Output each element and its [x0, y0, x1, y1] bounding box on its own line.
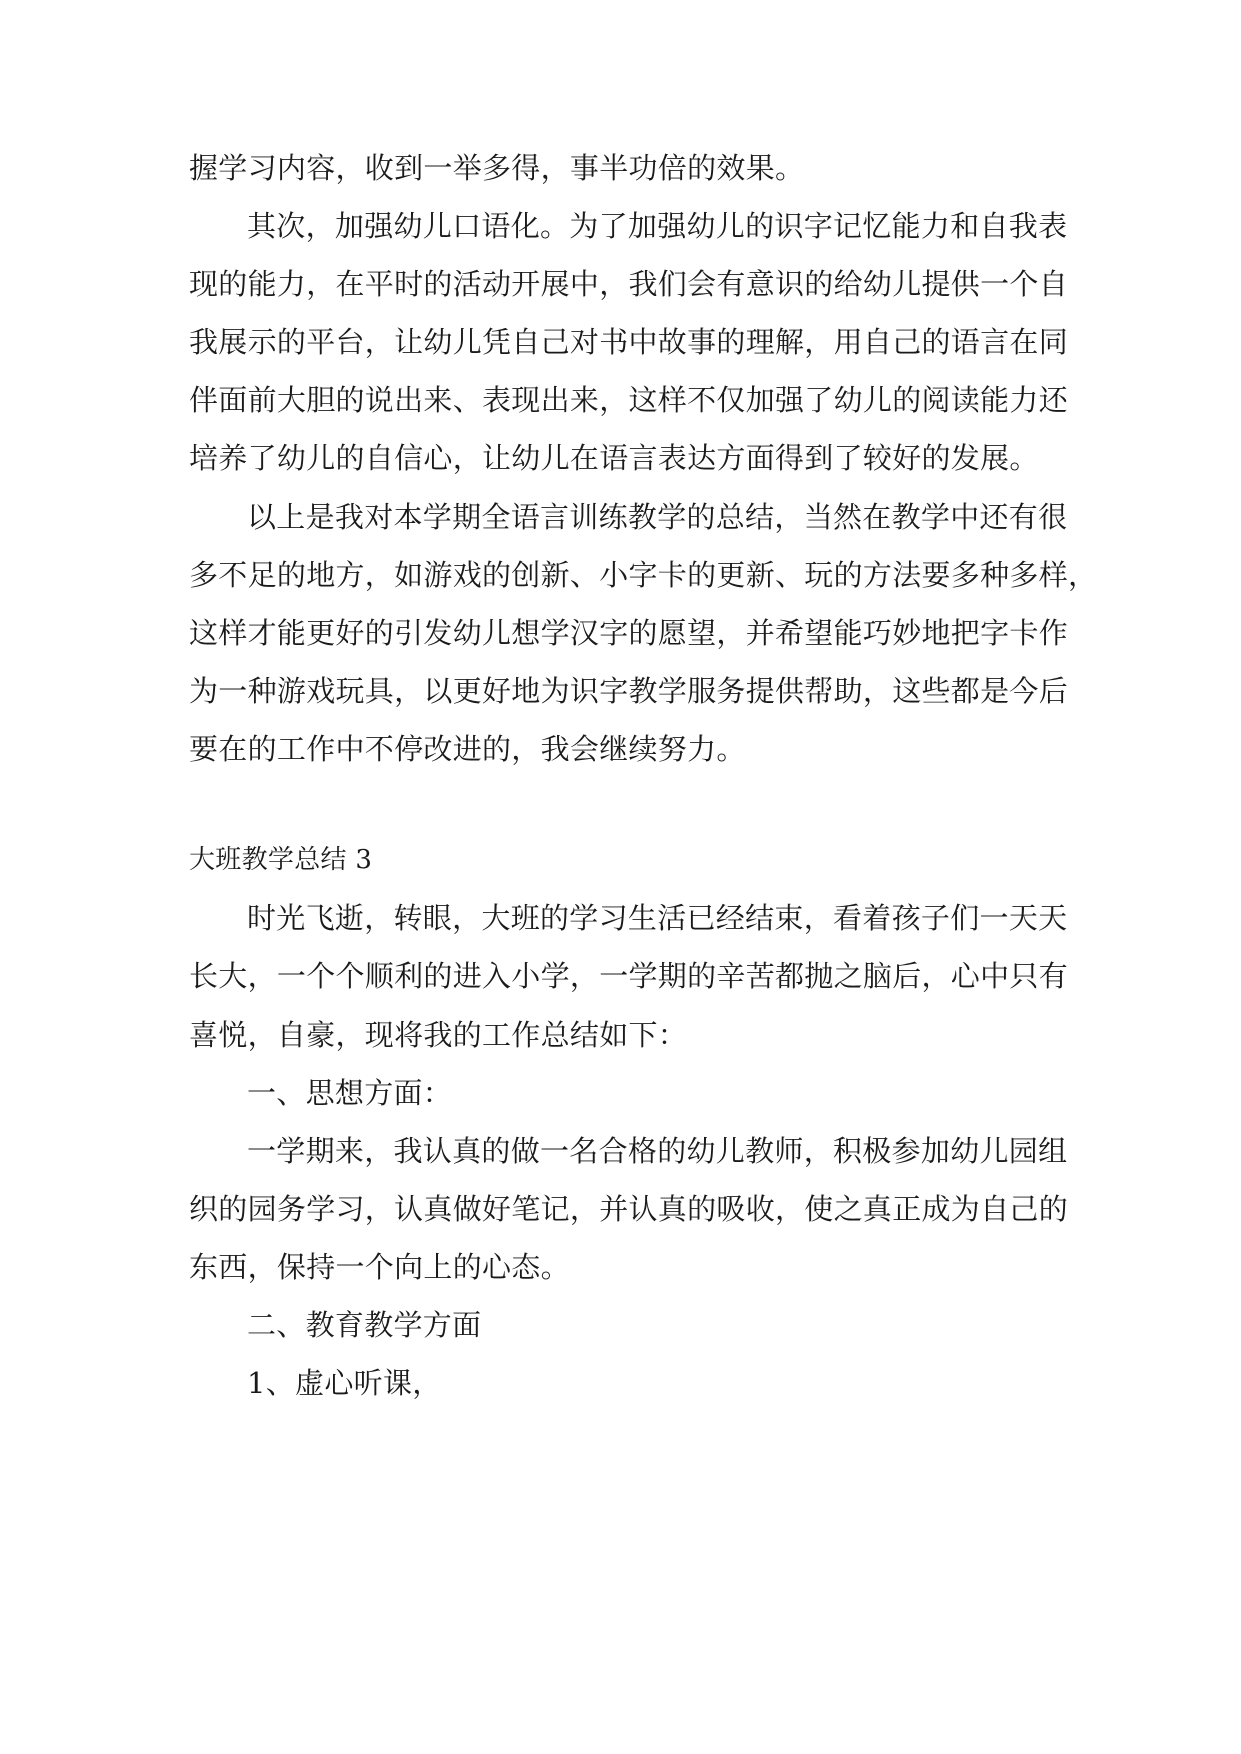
paragraph-line: 长大，一个个顺利的进入小学，一学期的辛苦都抛之脑后，心中只有 [189, 959, 1069, 993]
paragraph-line: 为一种游戏玩具，以更好地为识字教学服务提供帮助，这些都是今后 [189, 674, 1069, 708]
subsection-heading: 一、思想方面： [247, 1076, 453, 1110]
paragraph-line: 时光飞逝，转眼，大班的学习生活已经结束，看着孩子们一天天 [247, 901, 1068, 935]
paragraph-line: 我展示的平台，让幼儿凭自己对书中故事的理解，用自己的语言在同 [189, 325, 1069, 359]
paragraph-line: 伴面前大胆的说出来、表现出来，这样不仅加强了幼儿的阅读能力还 [189, 383, 1069, 417]
paragraph-line: 培养了幼儿的自信心，让幼儿在语言表达方面得到了较好的发展。 [189, 441, 1039, 475]
paragraph-line: 这样才能更好的引发幼儿想学汉字的愿望，并希望能巧妙地把字卡作 [189, 616, 1069, 650]
paragraph-line: 喜悦，自豪，现将我的工作总结如下： [189, 1018, 688, 1052]
paragraph-line: 织的园务学习，认真做好笔记，并认真的吸收，使之真正成为自己的 [189, 1192, 1069, 1226]
paragraph-line: 东西，保持一个向上的心态。 [189, 1250, 570, 1284]
paragraph-line: 一学期来，我认真的做一名合格的幼儿教师，积极参加幼儿园组 [247, 1134, 1068, 1168]
paragraph-line: 以上是我对本学期全语言训练教学的总结，当然在教学中还有很 [247, 500, 1068, 534]
paragraph-line: 现的能力，在平时的活动开展中，我们会有意识的给幼儿提供一个自 [189, 267, 1069, 301]
section-heading: 大班教学总结 3 [189, 845, 373, 875]
list-item: 1、虚心听课， [247, 1366, 442, 1400]
subsection-heading: 二、教育教学方面 [247, 1308, 482, 1342]
paragraph-line: 要在的工作中不停改进的，我会继续努力。 [189, 732, 746, 766]
paragraph-line: 多不足的地方，如游戏的创新、小字卡的更新、玩的方法要多种多样， [189, 558, 1098, 592]
paragraph-line: 握学习内容，收到一举多得，事半功倍的效果。 [189, 151, 805, 185]
paragraph-line: 其次，加强幼儿口语化。为了加强幼儿的识字记忆能力和自我表 [247, 209, 1068, 243]
